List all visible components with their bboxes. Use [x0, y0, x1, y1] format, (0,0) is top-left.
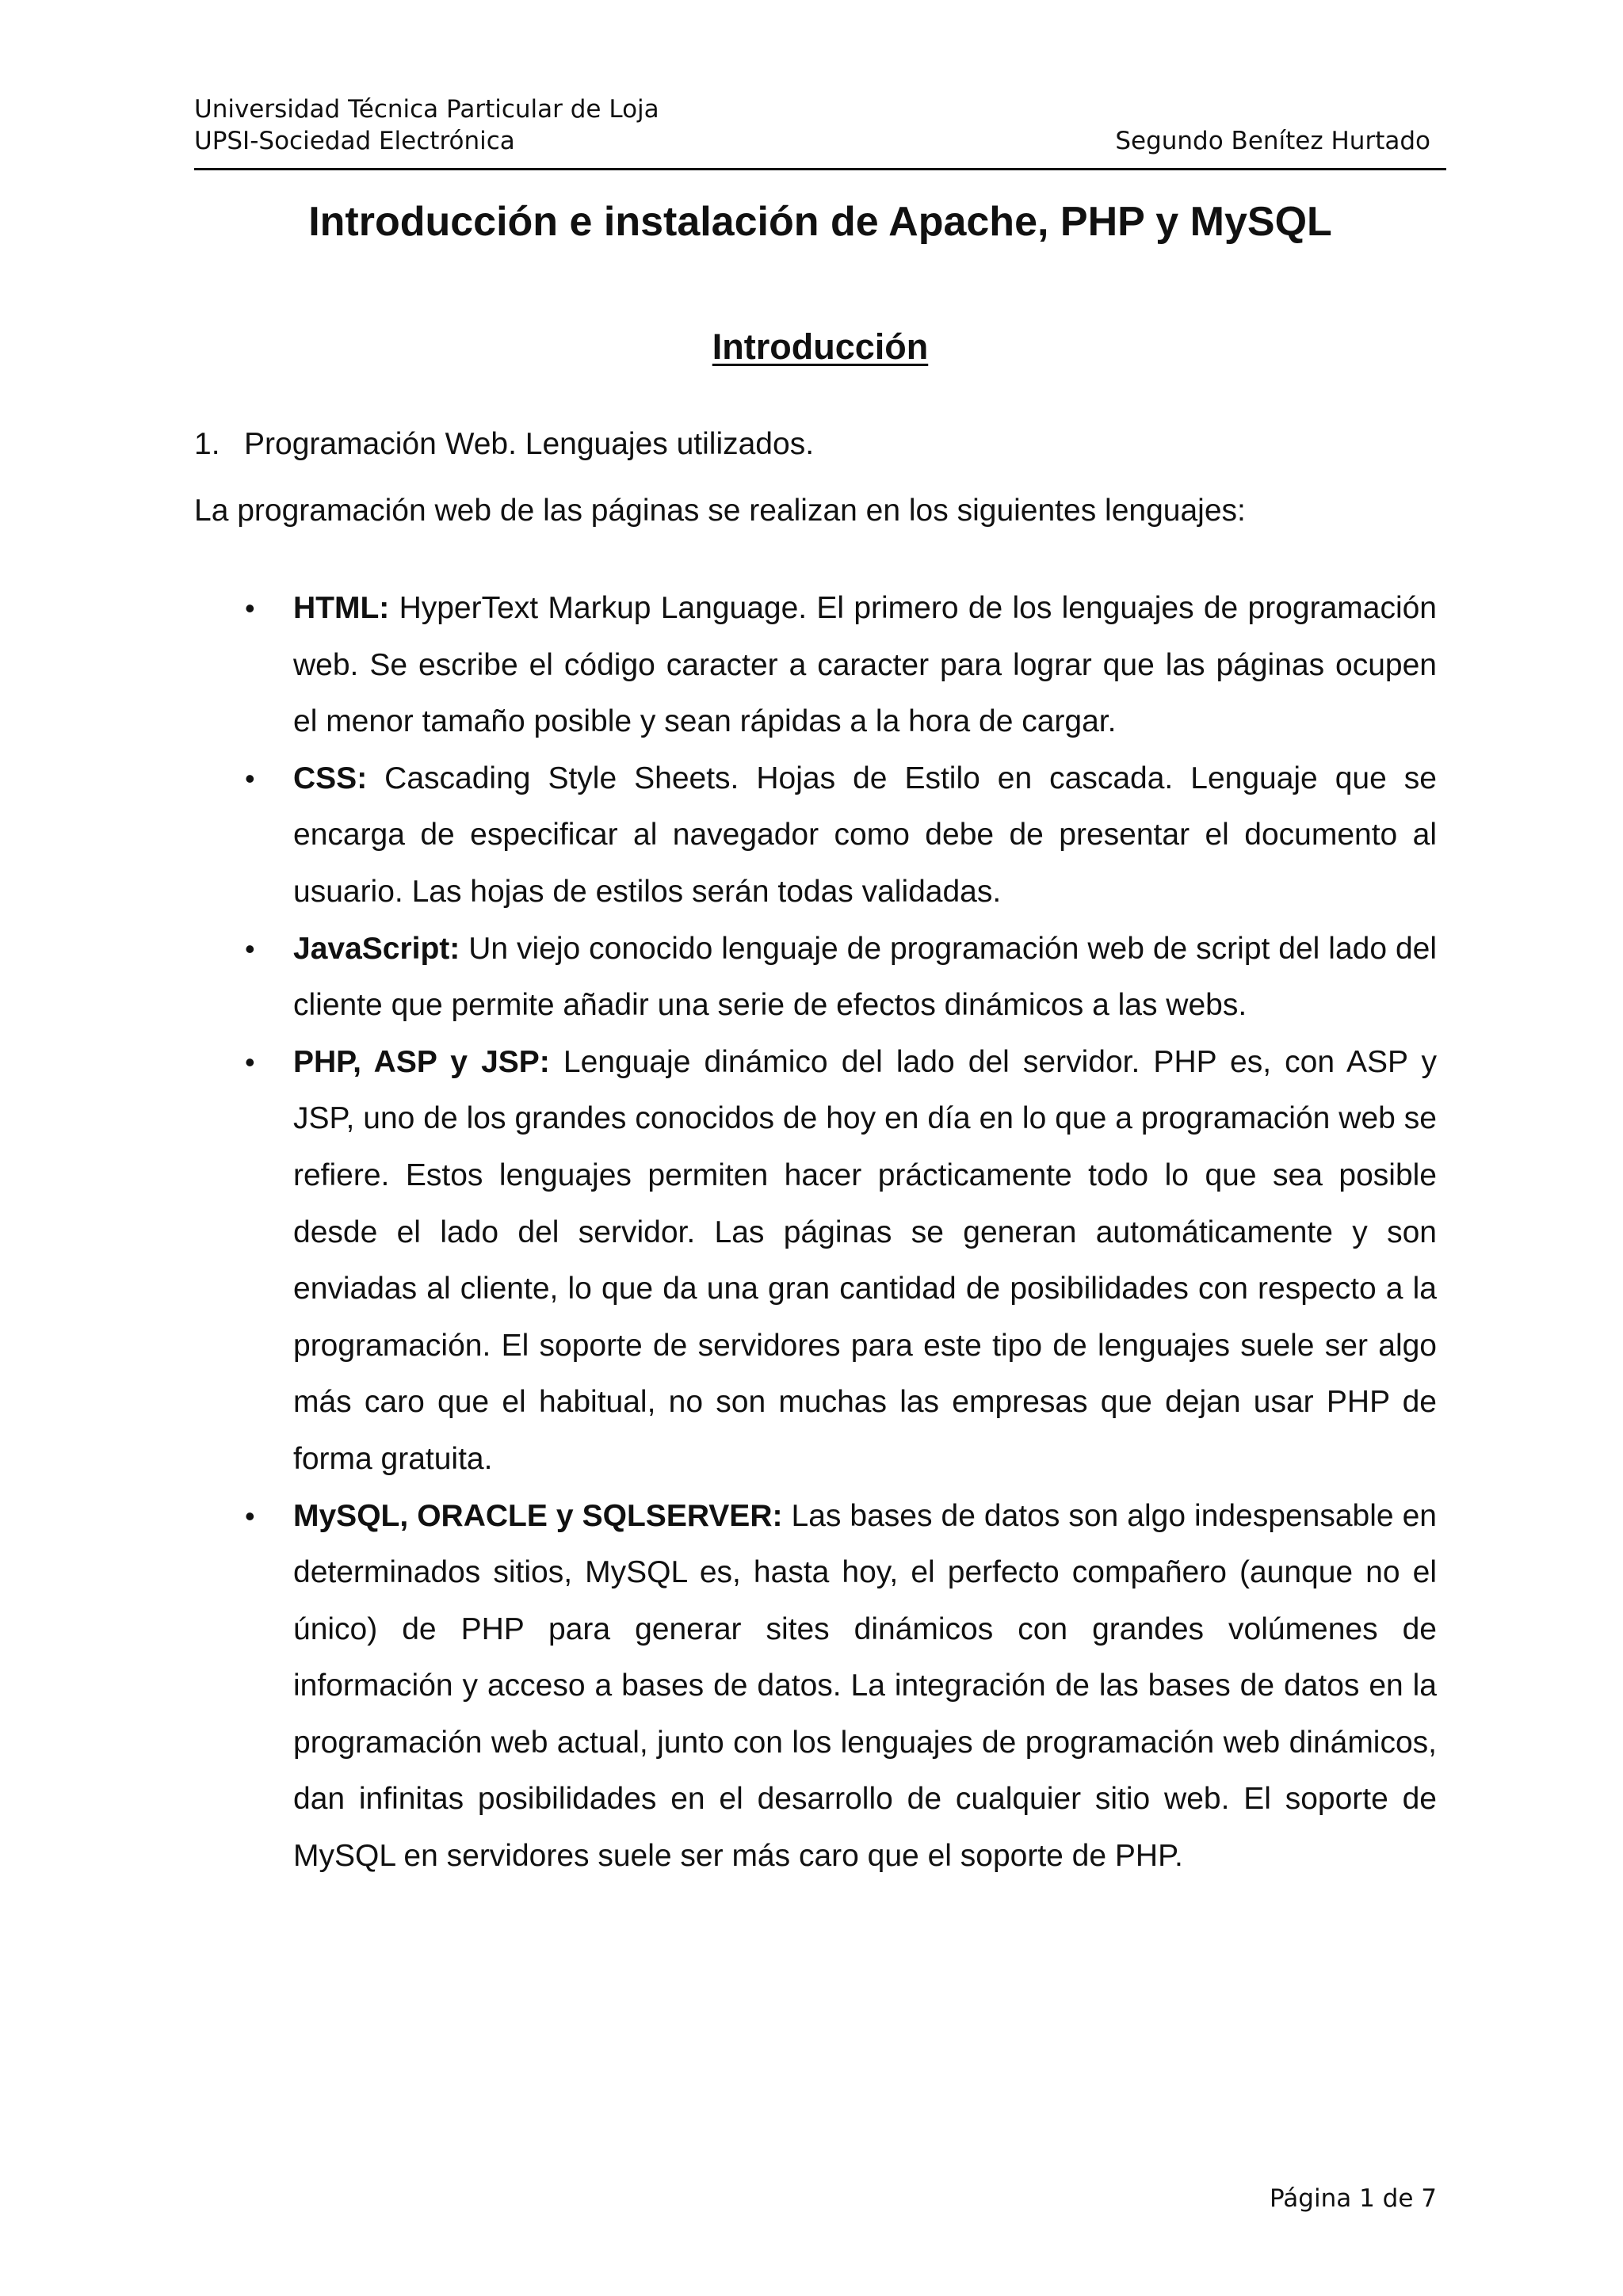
document-title: Introducción e instalación de Apache, PHP y MySQL [308, 199, 1332, 245]
header-left [194, 93, 659, 157]
bullet-item-databases [194, 1488, 1437, 1885]
bullet-term: MySQL, ORACLE y SQLSERVER: [293, 1498, 783, 1533]
section-heading-text: Introducción [712, 326, 929, 367]
bullet-item-html [194, 580, 1437, 750]
section-heading [194, 323, 1446, 371]
bullet-text: Cascading Style Sheets. Hojas de Estilo en cascada. Lenguaje que se encarga de especificar al navegador como debe de presentar el documento al usuario. Las hojas de estilos serán todas validadas. [293, 761, 1437, 909]
numbered-item-text: Programación Web. Lenguajes utilizados. [244, 427, 815, 461]
header-author: Segundo Benítez Hurtado [1115, 127, 1430, 155]
bullet-dot-icon: • [245, 1499, 255, 1532]
header-department: UPSI-Sociedad Electrónica [194, 127, 515, 155]
bullet-dot-icon: • [245, 761, 255, 795]
bullet-item-php [194, 1034, 1437, 1488]
bullet-dot-icon: • [245, 932, 255, 965]
bullet-term: CSS: [293, 761, 368, 795]
bullet-term: HTML: [293, 591, 390, 625]
bullet-text: Las bases de datos son algo indespensable en determinados sitios, MySQL es, hasta hoy, el perfecto compañero (aunque no el único) de PHP para generar sites dinámicos con grandes volúmenes de información y acceso a bases de datos. La integración de las bases de datos en la programación web actual, junto con los lenguajes de programación web dinámicos, dan infinitas posibilidades en el desarrollo de cualquier sitio web. El soporte de MySQL en servidores suele ser más caro que el soporte de PHP. [293, 1498, 1437, 1874]
bullet-text: Un viejo conocido lenguaje de programación web de script del lado del cliente que permite añadir una serie de efectos dinámicos a las webs. [293, 931, 1437, 1023]
bullet-item-css [194, 750, 1437, 921]
language-bullet-list [194, 580, 1437, 1885]
numbered-item [194, 422, 814, 467]
bullet-dot-icon: • [245, 592, 255, 624]
header-divider [194, 168, 1446, 170]
bullet-term: JavaScript: [293, 931, 460, 966]
page-header [194, 93, 1446, 170]
bullet-dot-icon: • [245, 1045, 255, 1078]
intro-paragraph: La programación web de las páginas se realizan en los siguientes lenguajes: [194, 494, 1246, 528]
bullet-text: HyperText Markup Language. El primero de los lenguajes de programación web. Se escribe el código caracter a caracter para lograr que las páginas ocupen el menor tamaño posible y sean rápidas a la hora de cargar. [293, 591, 1437, 739]
numbered-item-number: 1. [194, 427, 220, 461]
page-number: Página 1 de 7 [1270, 2184, 1437, 2213]
bullet-item-javascript [194, 921, 1437, 1034]
bullet-text: Lenguaje dinámico del lado del servidor. PHP es, con ASP y JSP, uno de los grandes conocidos de hoy en día en lo que a programación web se refiere. Estos lenguajes permiten hacer prácticamente todo lo que sea posible desde el lado del servidor. Las páginas se generan automáticamente y son enviadas al cliente, lo que da una gran cantidad de posibilidades con respecto a la programación. El soporte de servidores para este tipo de lenguajes suele ser algo más caro que el habitual, no son muchas las empresas que dejan usar PHP de forma gratuita. [293, 1044, 1437, 1476]
bullet-term: PHP, ASP y JSP: [293, 1044, 550, 1079]
header-institution: Universidad Técnica Particular de Loja [194, 95, 659, 124]
